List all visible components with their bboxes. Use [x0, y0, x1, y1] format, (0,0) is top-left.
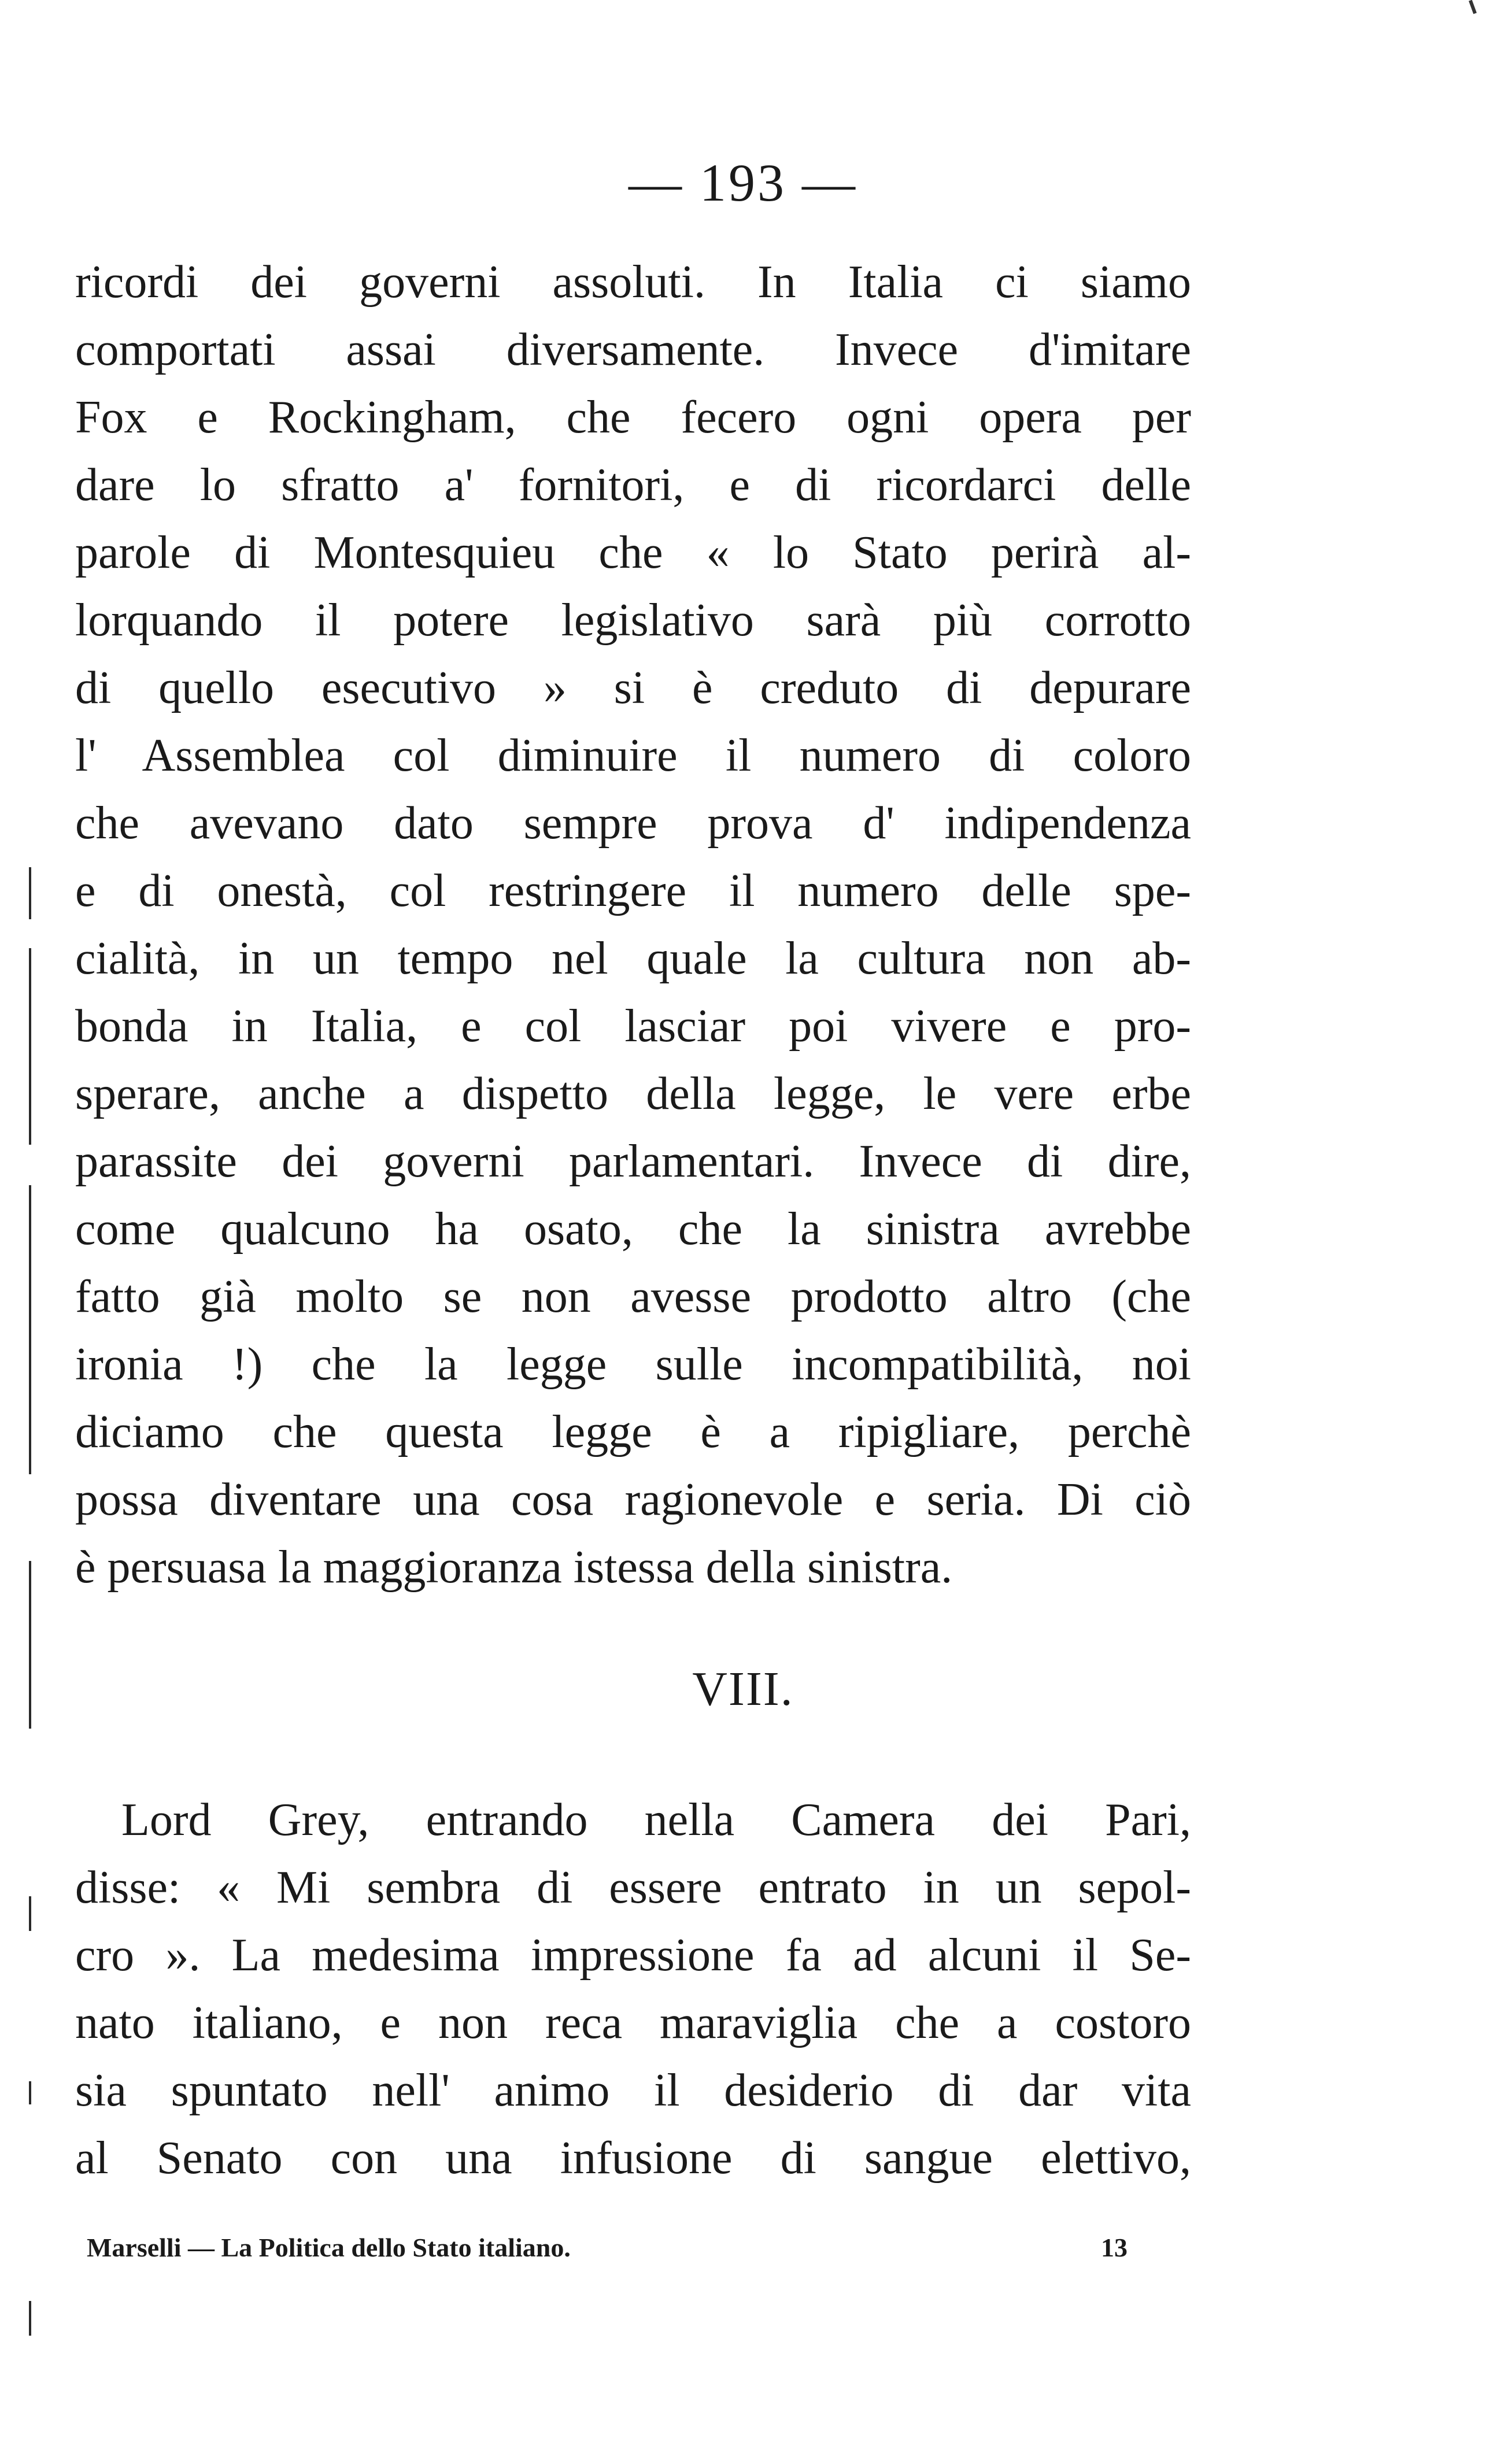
margin-line-mark [29, 1896, 31, 1931]
running-title: Marselli — La Politica dello Stato italiano. [87, 2233, 571, 2262]
paragraph-2 [75, 1786, 1191, 2192]
signature-mark: 13 [1101, 2233, 1128, 2262]
margin-line-mark [29, 948, 31, 1145]
text-line: disse: « Mi sembra di essere entrato in un sepol- [75, 1862, 1191, 1913]
corner-ink-mark [1469, 0, 1477, 14]
text-line: comportati assai diversamente. Invece d'imitare [75, 324, 1191, 375]
text-line: parassite dei governi parlamentari. Invece di dire, [75, 1136, 1191, 1187]
margin-line-mark [29, 2301, 31, 2336]
text-line: possa diventare una cosa ragionevole e seria. Di ciò [75, 1474, 1191, 1525]
text-line: sia spuntato nell' animo il desiderio di dar vita [75, 2065, 1191, 2116]
page-number: — 193 — [629, 153, 857, 212]
page-footer [87, 2234, 1128, 2261]
text-line: dare lo sfratto a' fornitori, e di ricordarci delle [75, 460, 1191, 510]
text-line: di quello esecutivo » si è creduto di depurare [75, 663, 1191, 713]
text-line: ironia !) che la legge sulle incompatibilità, noi [75, 1339, 1191, 1390]
margin-line-mark [29, 1185, 31, 1474]
text-line: come qualcuno ha osato, che la sinistra avrebbe [75, 1204, 1191, 1255]
paragraph-1 [75, 249, 1191, 1601]
section-heading: VIII. [692, 1662, 794, 1716]
text-line: diciamo che questa legge è a ripigliare, perchè [75, 1407, 1191, 1457]
margin-line-mark [29, 867, 31, 919]
text-line: lorquando il potere legislativo sarà più corrotto [75, 595, 1191, 646]
text-line: l' Assemblea col diminuire il numero di coloro [75, 730, 1191, 781]
text-line: cialità, in un tempo nel quale la cultura non ab- [75, 933, 1191, 984]
text-line: al Senato con una infusione di sangue elettivo, [75, 2133, 1191, 2184]
text-line: parole di Montesquieu che « lo Stato perirà al- [75, 527, 1191, 578]
text-line: bonda in Italia, e col lasciar poi vivere e pro- [75, 1001, 1191, 1052]
text-line: cro ». La medesima impressione fa ad alcuni il Se- [75, 1930, 1191, 1981]
text-line: e di onestà, col restringere il numero delle spe- [75, 865, 1191, 916]
text-line: Lord Grey, entrando nella Camera dei Pari, [121, 1795, 1191, 1845]
text-line: Fox e Rockingham, che fecero ogni opera per [75, 392, 1191, 443]
text-line: fatto già molto se non avesse prodotto altro (che [75, 1271, 1191, 1322]
text-line: è persuasa la maggioranza istessa della sinistra. [75, 1542, 953, 1593]
text-line: che avevano dato sempre prova d' indipendenza [75, 798, 1191, 849]
margin-line-mark [29, 2081, 31, 2104]
text-line: ricordi dei governi assoluti. In Italia ci siamo [75, 257, 1191, 308]
text-line: nato italiano, e non reca maraviglia che a costoro [75, 1997, 1191, 2048]
text-line: sperare, anche a dispetto della legge, le vere erbe [75, 1068, 1191, 1119]
